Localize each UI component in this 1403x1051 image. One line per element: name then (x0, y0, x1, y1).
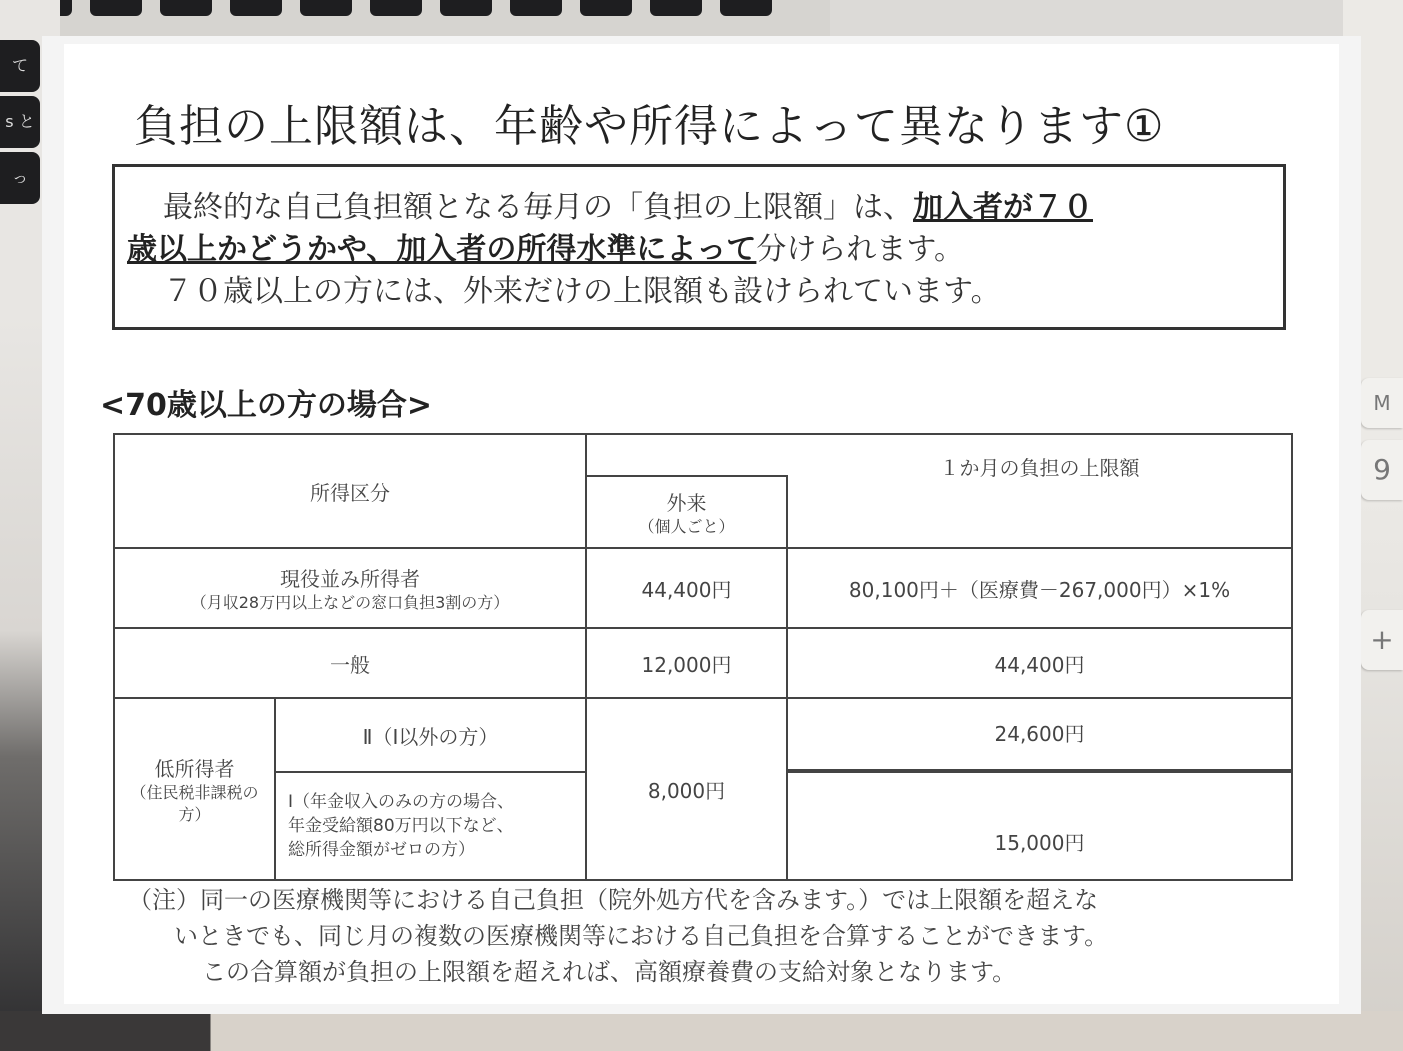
row-low-outpatient: 8,000円 (586, 698, 787, 880)
table-row (114, 548, 1292, 628)
row-active-monthly: 80,100円＋（医療費－267,000円）×1% (787, 548, 1292, 628)
row-active-outpatient: 44,400円 (586, 548, 787, 628)
low-i-line: 年金受給額80万円以下など、 (288, 816, 514, 836)
row-low-i-label (275, 772, 586, 880)
keyboard-key (510, 0, 562, 16)
footnote-line: この合算額が負担の上限額を超えれば、高額療養費の支給対象となります。 (202, 958, 1017, 986)
low-i-line: Ⅰ（年金収入のみの方の場合、 (288, 792, 515, 812)
keyboard-key (370, 0, 422, 16)
header-spacer (586, 434, 1292, 476)
row-low-i-monthly: 15,000円 (787, 772, 1292, 880)
row-low-ii-monthly (787, 698, 1292, 772)
header-income: 所得区分 (114, 434, 586, 548)
row-active-label (114, 548, 586, 628)
row-general-outpatient: 12,000円 (586, 628, 787, 698)
keyboard-key (230, 0, 282, 16)
intro-line-1 (127, 187, 1273, 229)
desk-bottom-strip (0, 1011, 1403, 1051)
intro-text: 最終的な自己負担額となる毎月の「負担の上限額」は、 (163, 190, 913, 225)
page-title: 負担の上限額は、年齢や所得によって異なります① (134, 101, 1165, 152)
keyboard-key (650, 0, 702, 16)
keyboard-key (90, 0, 142, 16)
calculator-button: M (1361, 378, 1403, 428)
header-outpatient-label: 外来 (666, 490, 707, 515)
intro-emphasis: 加入者が７０ (913, 190, 1093, 225)
keyboard-edge (0, 0, 830, 36)
low-sub: （住民税非課税の方） (130, 782, 259, 824)
keyboard-key (580, 0, 632, 16)
active-label: 現役並み所得者 (280, 566, 420, 591)
keyboard-key (720, 0, 772, 16)
intro-emphasis: 歳以上かどうかや、加入者の所得水準によって (127, 232, 757, 267)
row-low-ii-label: Ⅱ（Ⅰ以外の方） (275, 698, 586, 772)
footnote-line: いときでも、同じ月の複数の医療機関等における自己負担を合算することができます。 (174, 922, 1109, 950)
intro-box (112, 164, 1286, 330)
header-monthly-label: １か月の負担の上限額 (939, 456, 1140, 480)
slide-frame (42, 36, 1361, 1014)
keyboard-key: て (0, 40, 40, 92)
limit-table (113, 433, 1293, 881)
low-i-line: 総所得金額がゼロの方） (288, 840, 475, 860)
header-outpatient (586, 476, 787, 548)
row-general-monthly: 44,400円 (787, 628, 1292, 698)
intro-line-3: ７０歳以上の方には、外来だけの上限額も設けられています。 (163, 274, 1001, 309)
section-subtitle: <70歳以上の方の場合> (100, 388, 433, 423)
row-general-label: 一般 (114, 628, 586, 698)
active-sub: （月収28万円以上などの窓口負担3割の方） (190, 592, 510, 612)
footnote (128, 882, 1288, 990)
intro-line-2 (127, 229, 1273, 271)
footnote-line: （注）同一の医療機関等における自己負担（院外処方代を含みます。）では上限額を超えな (128, 886, 1099, 914)
keyboard-key (300, 0, 352, 16)
keyboard-key (440, 0, 492, 16)
table-row (114, 698, 1292, 772)
slide (64, 44, 1339, 1004)
low-label: 低所得者 (154, 756, 235, 781)
header-outpatient-sub: （個人ごと） (638, 516, 735, 536)
table-row (114, 628, 1292, 698)
header-monthly (787, 456, 1292, 548)
keyboard-key (160, 0, 212, 16)
calculator-button: 9 (1361, 440, 1403, 500)
calculator-button: + (1361, 610, 1403, 670)
keyboard-key: s と (0, 96, 40, 148)
intro-text: 分けられます。 (756, 232, 965, 267)
row-low-label (114, 698, 275, 880)
keyboard-key: っ (0, 152, 40, 204)
low-ii-monthly: 24,600円 (788, 699, 1291, 771)
